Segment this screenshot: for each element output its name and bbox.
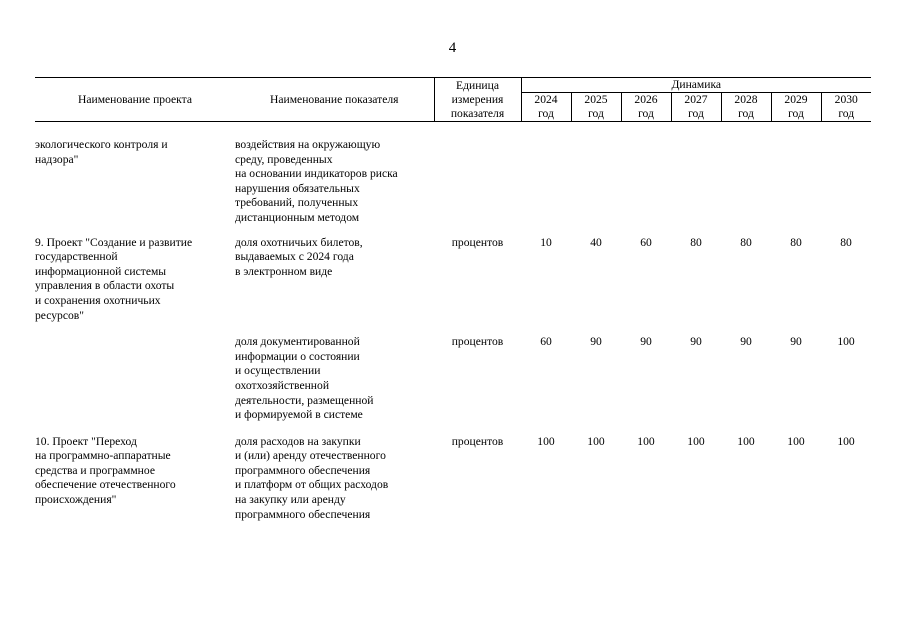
header-unit	[434, 78, 521, 122]
project-name-line: происхождения"	[35, 493, 117, 507]
value-cell-2030: 100	[837, 335, 855, 349]
value-cell-2026	[621, 138, 671, 236]
header-year-2025	[571, 93, 621, 122]
header-unit-line: Единица	[456, 78, 499, 92]
header-year-word: год	[638, 107, 654, 120]
header-year-2029	[771, 93, 821, 122]
value-cell-2025: 90	[590, 335, 602, 349]
header-year-value: 2026	[634, 93, 658, 106]
indicator-name-line: деятельности, размещенной	[235, 393, 374, 407]
header-year-2027	[671, 93, 721, 122]
value-cell-2028: 90	[740, 335, 752, 349]
value-cell-2024: 10	[540, 235, 552, 249]
value-cell-2025: 100	[587, 434, 605, 448]
indicators-table	[35, 77, 871, 522]
indicator-name-line: на закупку или аренду	[235, 493, 346, 507]
value-cell-2024: 60	[540, 335, 552, 349]
header-year-value: 2028	[734, 93, 758, 106]
unit-cell: процентов	[451, 235, 504, 249]
header-year-2024	[521, 93, 571, 122]
header-unit-line: показателя	[450, 106, 505, 120]
indicator-name-line: среду, проведенных	[235, 152, 333, 166]
table-row	[35, 435, 871, 523]
unit-cell: процентов	[451, 335, 504, 349]
indicator-name-cell	[235, 236, 434, 336]
value-cell-2027: 100	[687, 434, 705, 448]
project-name-line: управления в области охоты	[35, 279, 175, 293]
indicator-name-line: нарушения обязательных	[235, 181, 360, 195]
indicator-name-line: доля документированной	[235, 335, 360, 349]
project-name-line: обеспечение отечественного	[35, 478, 176, 492]
value-cell-2030: 100	[837, 434, 855, 448]
value-cell-2028: 80	[740, 235, 752, 249]
header-indicator: Наименование показателя	[235, 78, 434, 122]
value-cell-2028	[721, 138, 771, 236]
value-cell-2025	[571, 138, 621, 236]
header-year-2028	[721, 93, 771, 122]
value-cell-2029: 90	[790, 335, 802, 349]
indicator-name-line: программного обеспечения	[235, 463, 371, 477]
indicator-name-line: и осуществлении	[235, 364, 321, 378]
project-name-line: надзора"	[35, 152, 79, 166]
header-year-word: год	[788, 107, 804, 120]
project-name-cell	[35, 435, 235, 523]
header-year-2030	[821, 93, 871, 122]
project-name-line: 10. Проект "Переход	[35, 434, 137, 448]
header-year-value: 2027	[684, 93, 708, 106]
value-cell-2028: 100	[737, 434, 755, 448]
header-year-value: 2029	[784, 93, 808, 106]
header-dynamics: Динамика	[521, 78, 871, 93]
value-cell-2027	[671, 138, 721, 236]
indicator-name-line: информации о состоянии	[235, 349, 360, 363]
header-year-word: год	[688, 107, 704, 120]
value-cell-2024	[521, 138, 571, 236]
project-name-cell	[35, 138, 235, 236]
value-cell-2029: 100	[787, 434, 805, 448]
value-cell-2027: 90	[690, 335, 702, 349]
indicator-name-line: на основании индикаторов риска	[235, 167, 398, 181]
value-cell-2025: 40	[590, 235, 602, 249]
value-cell-2029: 80	[790, 235, 802, 249]
header-unit-line: измерения	[451, 92, 504, 106]
indicator-name-line: требований, полученных	[235, 196, 359, 210]
project-name-line: государственной	[35, 250, 118, 264]
project-name-cell	[35, 236, 235, 336]
project-name-line: 9. Проект "Создание и развитие	[35, 235, 193, 249]
value-cell-2027: 80	[690, 235, 702, 249]
value-cell-2024: 100	[537, 434, 555, 448]
project-name-cell	[35, 335, 235, 435]
header-year-word: год	[738, 107, 754, 120]
indicator-name-line: и (или) аренду отечественного	[235, 449, 386, 463]
indicator-name-line: в электронном виде	[235, 264, 333, 278]
project-name-line: средства и программное	[35, 463, 155, 477]
indicator-name-line: доля охотничьих билетов,	[235, 235, 363, 249]
unit-cell	[434, 138, 521, 236]
indicator-name-line: воздействия на окружающую	[235, 138, 381, 151]
header-year-2026	[621, 93, 671, 122]
header-project: Наименование проекта	[35, 78, 235, 122]
table-row	[35, 335, 871, 435]
value-cell-2026: 100	[637, 434, 655, 448]
table-row	[35, 138, 871, 236]
project-name-line: информационной системы	[35, 264, 167, 278]
indicator-name-line: дистанционным методом	[235, 210, 360, 224]
page-number: 4	[448, 40, 457, 56]
indicator-name-line: программного обеспечения	[235, 507, 371, 521]
value-cell-2030	[821, 138, 871, 236]
indicator-name-line: доля расходов на закупки	[235, 434, 361, 448]
indicator-name-line: и платформ от общих расходов	[235, 478, 389, 492]
indicator-name-line: и формируемой в системе	[235, 408, 363, 422]
project-name-line: экологического контроля и	[35, 138, 168, 151]
header-year-word: год	[588, 107, 604, 120]
project-name-line: ресурсов"	[35, 308, 84, 322]
header-gap	[35, 122, 871, 139]
table-row	[35, 236, 871, 336]
header-year-word: год	[838, 107, 855, 120]
indicator-name-line: охотхозяйственной	[235, 378, 330, 392]
header-year-value: 2024	[534, 93, 558, 106]
value-cell-2029	[771, 138, 821, 236]
indicator-name-cell	[235, 435, 434, 523]
header-year-value: 2030	[834, 93, 858, 106]
project-name-line: и сохранения охотничьих	[35, 293, 161, 307]
indicator-name-cell	[235, 335, 434, 435]
indicator-name-line: выдаваемых с 2024 года	[235, 250, 354, 264]
project-name-line: на программно-аппаратные	[35, 449, 171, 463]
header-year-word: год	[538, 107, 554, 120]
value-cell-2026: 60	[640, 235, 652, 249]
value-cell-2026: 90	[640, 335, 652, 349]
value-cell-2030: 80	[840, 235, 852, 249]
unit-cell: процентов	[451, 434, 504, 448]
indicator-name-cell	[235, 138, 434, 236]
header-year-value: 2025	[584, 93, 608, 106]
